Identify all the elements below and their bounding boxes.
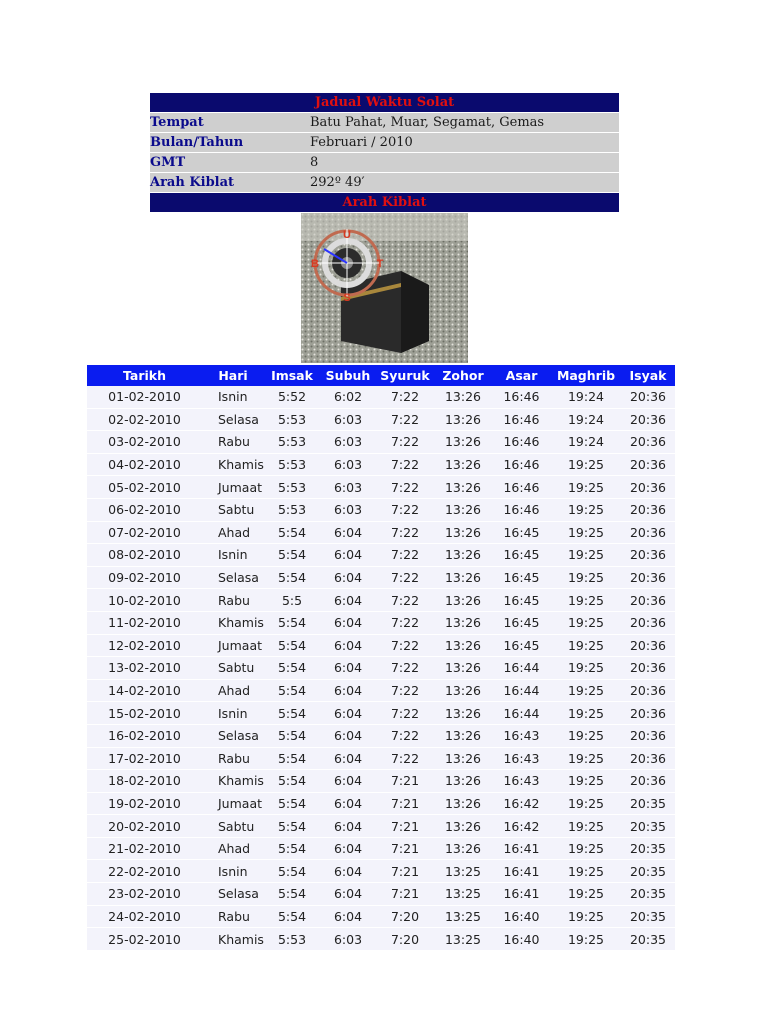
cell-syuruk: 7:22 <box>376 408 434 431</box>
cell-syuruk: 7:21 <box>376 860 434 883</box>
table-row <box>87 747 675 770</box>
cell-hari: Khamis <box>202 453 264 476</box>
cell-subuh: 6:04 <box>320 679 376 702</box>
cell-syuruk: 7:20 <box>376 905 434 928</box>
cell-subuh: 6:03 <box>320 498 376 521</box>
cell-tarikh: 09-02-2010 <box>87 566 202 589</box>
cell-zohor: 13:26 <box>434 770 492 793</box>
cell-maghrib: 19:25 <box>551 724 621 747</box>
cell-isyak: 20:36 <box>621 544 675 567</box>
cell-asar: 16:45 <box>492 544 551 567</box>
cell-zohor: 13:26 <box>434 611 492 634</box>
cell-syuruk: 7:22 <box>376 521 434 544</box>
col-syuruk: Syuruk <box>376 365 434 386</box>
cell-imsak: 5:54 <box>264 905 320 928</box>
cell-asar: 16:45 <box>492 611 551 634</box>
cell-tarikh: 22-02-2010 <box>87 860 202 883</box>
cell-hari: Jumaat <box>202 634 264 657</box>
cell-isyak: 20:36 <box>621 476 675 499</box>
cell-maghrib: 19:25 <box>551 657 621 680</box>
cell-syuruk: 7:22 <box>376 589 434 612</box>
cell-subuh: 6:04 <box>320 521 376 544</box>
cell-hari: Rabu <box>202 431 264 454</box>
col-hari: Hari <box>202 365 264 386</box>
cell-subuh: 6:04 <box>320 566 376 589</box>
cell-asar: 16:46 <box>492 476 551 499</box>
info-value: 292º 49′ <box>310 173 619 193</box>
cell-tarikh: 03-02-2010 <box>87 431 202 454</box>
table-row <box>87 431 675 454</box>
cell-imsak: 5:53 <box>264 431 320 454</box>
cell-syuruk: 7:22 <box>376 724 434 747</box>
cell-syuruk: 7:20 <box>376 928 434 951</box>
info-label: Tempat <box>150 113 310 133</box>
cell-isyak: 20:36 <box>621 589 675 612</box>
cell-syuruk: 7:21 <box>376 815 434 838</box>
cell-zohor: 13:26 <box>434 498 492 521</box>
cell-maghrib: 19:25 <box>551 498 621 521</box>
compass-south: S <box>343 292 351 304</box>
cell-imsak: 5:53 <box>264 928 320 951</box>
cell-subuh: 6:04 <box>320 792 376 815</box>
table-row <box>87 634 675 657</box>
cell-syuruk: 7:21 <box>376 837 434 860</box>
cell-asar: 16:42 <box>492 815 551 838</box>
table-row <box>87 860 675 883</box>
cell-subuh: 6:04 <box>320 860 376 883</box>
cell-zohor: 13:26 <box>434 521 492 544</box>
cell-hari: Selasa <box>202 566 264 589</box>
col-asar: Asar <box>492 365 551 386</box>
table-row <box>87 905 675 928</box>
cell-tarikh: 16-02-2010 <box>87 724 202 747</box>
cell-imsak: 5:54 <box>264 724 320 747</box>
info-label: Bulan/Tahun <box>150 133 310 153</box>
cell-subuh: 6:04 <box>320 702 376 725</box>
cell-maghrib: 19:25 <box>551 679 621 702</box>
cell-tarikh: 01-02-2010 <box>87 386 202 408</box>
cell-zohor: 13:26 <box>434 657 492 680</box>
cell-maghrib: 19:25 <box>551 476 621 499</box>
cell-isyak: 20:35 <box>621 883 675 906</box>
cell-subuh: 6:03 <box>320 476 376 499</box>
cell-maghrib: 19:25 <box>551 521 621 544</box>
col-subuh: Subuh <box>320 365 376 386</box>
cell-isyak: 20:36 <box>621 611 675 634</box>
cell-maghrib: 19:25 <box>551 589 621 612</box>
cell-imsak: 5:54 <box>264 702 320 725</box>
cell-tarikh: 17-02-2010 <box>87 747 202 770</box>
cell-asar: 16:41 <box>492 837 551 860</box>
cell-zohor: 13:26 <box>434 837 492 860</box>
table-row <box>87 498 675 521</box>
cell-syuruk: 7:22 <box>376 431 434 454</box>
cell-tarikh: 07-02-2010 <box>87 521 202 544</box>
cell-maghrib: 19:25 <box>551 611 621 634</box>
cell-zohor: 13:26 <box>434 792 492 815</box>
kiblat-title: Arah Kiblat <box>150 193 619 213</box>
cell-imsak: 5:54 <box>264 747 320 770</box>
cell-maghrib: 19:25 <box>551 792 621 815</box>
cell-subuh: 6:04 <box>320 883 376 906</box>
cell-zohor: 13:26 <box>434 815 492 838</box>
cell-imsak: 5:53 <box>264 453 320 476</box>
cell-tarikh: 04-02-2010 <box>87 453 202 476</box>
col-isyak: Isyak <box>621 365 675 386</box>
cell-tarikh: 20-02-2010 <box>87 815 202 838</box>
cell-maghrib: 19:25 <box>551 815 621 838</box>
col-tarikh: Tarikh <box>87 365 202 386</box>
cell-maghrib: 19:25 <box>551 770 621 793</box>
cell-zohor: 13:26 <box>434 566 492 589</box>
cell-maghrib: 19:25 <box>551 837 621 860</box>
cell-isyak: 20:36 <box>621 634 675 657</box>
cell-zohor: 13:25 <box>434 905 492 928</box>
cell-syuruk: 7:22 <box>376 679 434 702</box>
cell-imsak: 5:54 <box>264 837 320 860</box>
cell-tarikh: 10-02-2010 <box>87 589 202 612</box>
prayer-times-body <box>87 386 675 950</box>
cell-hari: Jumaat <box>202 476 264 499</box>
cell-subuh: 6:04 <box>320 589 376 612</box>
cell-hari: Sabtu <box>202 815 264 838</box>
cell-tarikh: 02-02-2010 <box>87 408 202 431</box>
info-label: GMT <box>150 153 310 173</box>
kiblat-image <box>301 213 468 363</box>
table-row <box>87 476 675 499</box>
cell-tarikh: 08-02-2010 <box>87 544 202 567</box>
cell-syuruk: 7:22 <box>376 634 434 657</box>
cell-imsak: 5:54 <box>264 566 320 589</box>
cell-tarikh: 15-02-2010 <box>87 702 202 725</box>
cell-maghrib: 19:25 <box>551 860 621 883</box>
cell-zohor: 13:26 <box>434 634 492 657</box>
cell-hari: Selasa <box>202 883 264 906</box>
cell-imsak: 5:54 <box>264 679 320 702</box>
cell-hari: Khamis <box>202 770 264 793</box>
cell-imsak: 5:54 <box>264 611 320 634</box>
cell-isyak: 20:36 <box>621 657 675 680</box>
cell-subuh: 6:03 <box>320 928 376 951</box>
cell-isyak: 20:35 <box>621 860 675 883</box>
cell-hari: Sabtu <box>202 498 264 521</box>
table-row <box>87 408 675 431</box>
cell-hari: Isnin <box>202 544 264 567</box>
info-row-arah-kiblat <box>150 173 619 193</box>
cell-imsak: 5:54 <box>264 657 320 680</box>
cell-tarikh: 23-02-2010 <box>87 883 202 906</box>
table-row <box>87 883 675 906</box>
cell-asar: 16:43 <box>492 770 551 793</box>
compass-north: U <box>343 229 351 241</box>
cell-zohor: 13:26 <box>434 431 492 454</box>
cell-hari: Rabu <box>202 589 264 612</box>
info-value: 8 <box>310 153 619 173</box>
cell-isyak: 20:35 <box>621 792 675 815</box>
cell-zohor: 13:26 <box>434 702 492 725</box>
cell-asar: 16:45 <box>492 634 551 657</box>
cell-isyak: 20:35 <box>621 905 675 928</box>
cell-syuruk: 7:22 <box>376 657 434 680</box>
cell-hari: Rabu <box>202 747 264 770</box>
cell-hari: Ahad <box>202 837 264 860</box>
cell-subuh: 6:04 <box>320 837 376 860</box>
cell-hari: Rabu <box>202 905 264 928</box>
cell-maghrib: 19:25 <box>551 905 621 928</box>
cell-zohor: 13:25 <box>434 860 492 883</box>
cell-isyak: 20:36 <box>621 408 675 431</box>
cell-hari: Jumaat <box>202 792 264 815</box>
cell-hari: Ahad <box>202 679 264 702</box>
info-label: Arah Kiblat <box>150 173 310 193</box>
cell-maghrib: 19:25 <box>551 634 621 657</box>
cell-tarikh: 19-02-2010 <box>87 792 202 815</box>
info-table <box>150 93 619 213</box>
cell-imsak: 5:53 <box>264 498 320 521</box>
info-row-bulan-tahun <box>150 133 619 153</box>
cell-imsak: 5:54 <box>264 792 320 815</box>
table-row <box>87 770 675 793</box>
cell-isyak: 20:35 <box>621 837 675 860</box>
kaaba-compass-illustration <box>301 213 468 363</box>
cell-hari: Khamis <box>202 611 264 634</box>
table-row <box>87 566 675 589</box>
cell-imsak: 5:53 <box>264 408 320 431</box>
col-imsak: Imsak <box>264 365 320 386</box>
cell-imsak: 5:52 <box>264 386 320 408</box>
table-row <box>87 657 675 680</box>
cell-isyak: 20:36 <box>621 498 675 521</box>
prayer-times-table <box>87 365 675 951</box>
cell-isyak: 20:36 <box>621 747 675 770</box>
table-row <box>87 724 675 747</box>
cell-maghrib: 19:25 <box>551 702 621 725</box>
compass-east: T <box>376 258 384 270</box>
cell-zohor: 13:26 <box>434 747 492 770</box>
cell-syuruk: 7:21 <box>376 883 434 906</box>
cell-zohor: 13:26 <box>434 544 492 567</box>
mosque-arches <box>301 213 468 241</box>
cell-tarikh: 12-02-2010 <box>87 634 202 657</box>
cell-zohor: 13:26 <box>434 476 492 499</box>
cell-maghrib: 19:25 <box>551 747 621 770</box>
cell-asar: 16:44 <box>492 679 551 702</box>
cell-isyak: 20:36 <box>621 679 675 702</box>
table-row <box>87 928 675 951</box>
cell-syuruk: 7:21 <box>376 770 434 793</box>
cell-asar: 16:46 <box>492 386 551 408</box>
cell-maghrib: 19:25 <box>551 453 621 476</box>
cell-isyak: 20:36 <box>621 770 675 793</box>
cell-subuh: 6:04 <box>320 815 376 838</box>
cell-syuruk: 7:22 <box>376 544 434 567</box>
cell-maghrib: 19:25 <box>551 928 621 951</box>
cell-syuruk: 7:21 <box>376 792 434 815</box>
cell-syuruk: 7:22 <box>376 702 434 725</box>
cell-subuh: 6:04 <box>320 544 376 567</box>
cell-asar: 16:45 <box>492 566 551 589</box>
cell-asar: 16:41 <box>492 860 551 883</box>
compass-west: B <box>311 258 319 270</box>
cell-isyak: 20:35 <box>621 928 675 951</box>
cell-tarikh: 21-02-2010 <box>87 837 202 860</box>
cell-subuh: 6:04 <box>320 724 376 747</box>
col-zohor: Zohor <box>434 365 492 386</box>
cell-asar: 16:40 <box>492 905 551 928</box>
cell-syuruk: 7:22 <box>376 747 434 770</box>
table-row <box>87 453 675 476</box>
cell-syuruk: 7:22 <box>376 566 434 589</box>
cell-zohor: 13:25 <box>434 928 492 951</box>
cell-asar: 16:44 <box>492 657 551 680</box>
cell-hari: Selasa <box>202 724 264 747</box>
info-row-gmt <box>150 153 619 173</box>
cell-asar: 16:40 <box>492 928 551 951</box>
cell-hari: Isnin <box>202 702 264 725</box>
cell-syuruk: 7:22 <box>376 386 434 408</box>
info-row-tempat <box>150 113 619 133</box>
cell-isyak: 20:36 <box>621 386 675 408</box>
info-title-row <box>150 93 619 113</box>
cell-asar: 16:45 <box>492 521 551 544</box>
cell-tarikh: 11-02-2010 <box>87 611 202 634</box>
cell-asar: 16:46 <box>492 498 551 521</box>
cell-asar: 16:44 <box>492 702 551 725</box>
cell-asar: 16:42 <box>492 792 551 815</box>
cell-hari: Selasa <box>202 408 264 431</box>
table-row <box>87 521 675 544</box>
kiblat-title-row <box>150 193 619 213</box>
cell-syuruk: 7:22 <box>376 476 434 499</box>
cell-subuh: 6:03 <box>320 453 376 476</box>
cell-syuruk: 7:22 <box>376 453 434 476</box>
cell-isyak: 20:35 <box>621 815 675 838</box>
cell-tarikh: 24-02-2010 <box>87 905 202 928</box>
cell-subuh: 6:04 <box>320 634 376 657</box>
cell-zohor: 13:26 <box>434 408 492 431</box>
cell-tarikh: 06-02-2010 <box>87 498 202 521</box>
cell-asar: 16:45 <box>492 589 551 612</box>
cell-maghrib: 19:25 <box>551 883 621 906</box>
cell-hari: Ahad <box>202 521 264 544</box>
cell-hari: Isnin <box>202 860 264 883</box>
cell-asar: 16:46 <box>492 431 551 454</box>
table-row <box>87 702 675 725</box>
table-row <box>87 837 675 860</box>
cell-subuh: 6:04 <box>320 657 376 680</box>
table-row <box>87 679 675 702</box>
cell-imsak: 5:54 <box>264 770 320 793</box>
table-row <box>87 815 675 838</box>
cell-zohor: 13:26 <box>434 679 492 702</box>
cell-maghrib: 19:24 <box>551 408 621 431</box>
info-value: Batu Pahat, Muar, Segamat, Gemas <box>310 113 619 133</box>
cell-subuh: 6:03 <box>320 408 376 431</box>
cell-subuh: 6:04 <box>320 770 376 793</box>
cell-subuh: 6:04 <box>320 747 376 770</box>
cell-tarikh: 18-02-2010 <box>87 770 202 793</box>
table-row <box>87 386 675 408</box>
cell-tarikh: 14-02-2010 <box>87 679 202 702</box>
cell-imsak: 5:54 <box>264 860 320 883</box>
cell-subuh: 6:04 <box>320 611 376 634</box>
cell-isyak: 20:36 <box>621 724 675 747</box>
cell-zohor: 13:26 <box>434 724 492 747</box>
cell-subuh: 6:02 <box>320 386 376 408</box>
cell-asar: 16:43 <box>492 747 551 770</box>
cell-asar: 16:46 <box>492 408 551 431</box>
cell-asar: 16:41 <box>492 883 551 906</box>
cell-tarikh: 13-02-2010 <box>87 657 202 680</box>
cell-subuh: 6:03 <box>320 431 376 454</box>
cell-imsak: 5:54 <box>264 544 320 567</box>
cell-isyak: 20:36 <box>621 566 675 589</box>
cell-asar: 16:43 <box>492 724 551 747</box>
cell-hari: Isnin <box>202 386 264 408</box>
cell-imsak: 5:5 <box>264 589 320 612</box>
table-row <box>87 792 675 815</box>
cell-hari: Khamis <box>202 928 264 951</box>
info-value: Februari / 2010 <box>310 133 619 153</box>
cell-subuh: 6:04 <box>320 905 376 928</box>
cell-asar: 16:46 <box>492 453 551 476</box>
cell-imsak: 5:54 <box>264 815 320 838</box>
cell-tarikh: 25-02-2010 <box>87 928 202 951</box>
cell-maghrib: 19:25 <box>551 544 621 567</box>
cell-imsak: 5:54 <box>264 634 320 657</box>
cell-maghrib: 19:24 <box>551 386 621 408</box>
table-row <box>87 544 675 567</box>
cell-zohor: 13:25 <box>434 883 492 906</box>
cell-maghrib: 19:25 <box>551 566 621 589</box>
cell-maghrib: 19:24 <box>551 431 621 454</box>
cell-isyak: 20:36 <box>621 453 675 476</box>
cell-isyak: 20:36 <box>621 521 675 544</box>
table-row <box>87 589 675 612</box>
cell-imsak: 5:53 <box>264 476 320 499</box>
cell-imsak: 5:54 <box>264 883 320 906</box>
cell-zohor: 13:26 <box>434 453 492 476</box>
cell-imsak: 5:54 <box>264 521 320 544</box>
col-maghrib: Maghrib <box>551 365 621 386</box>
table-row <box>87 611 675 634</box>
cell-hari: Sabtu <box>202 657 264 680</box>
cell-tarikh: 05-02-2010 <box>87 476 202 499</box>
cell-zohor: 13:26 <box>434 589 492 612</box>
info-title: Jadual Waktu Solat <box>150 93 619 113</box>
cell-zohor: 13:26 <box>434 386 492 408</box>
cell-isyak: 20:36 <box>621 431 675 454</box>
table-header-row <box>87 365 675 386</box>
cell-syuruk: 7:22 <box>376 498 434 521</box>
cell-isyak: 20:36 <box>621 702 675 725</box>
cell-syuruk: 7:22 <box>376 611 434 634</box>
